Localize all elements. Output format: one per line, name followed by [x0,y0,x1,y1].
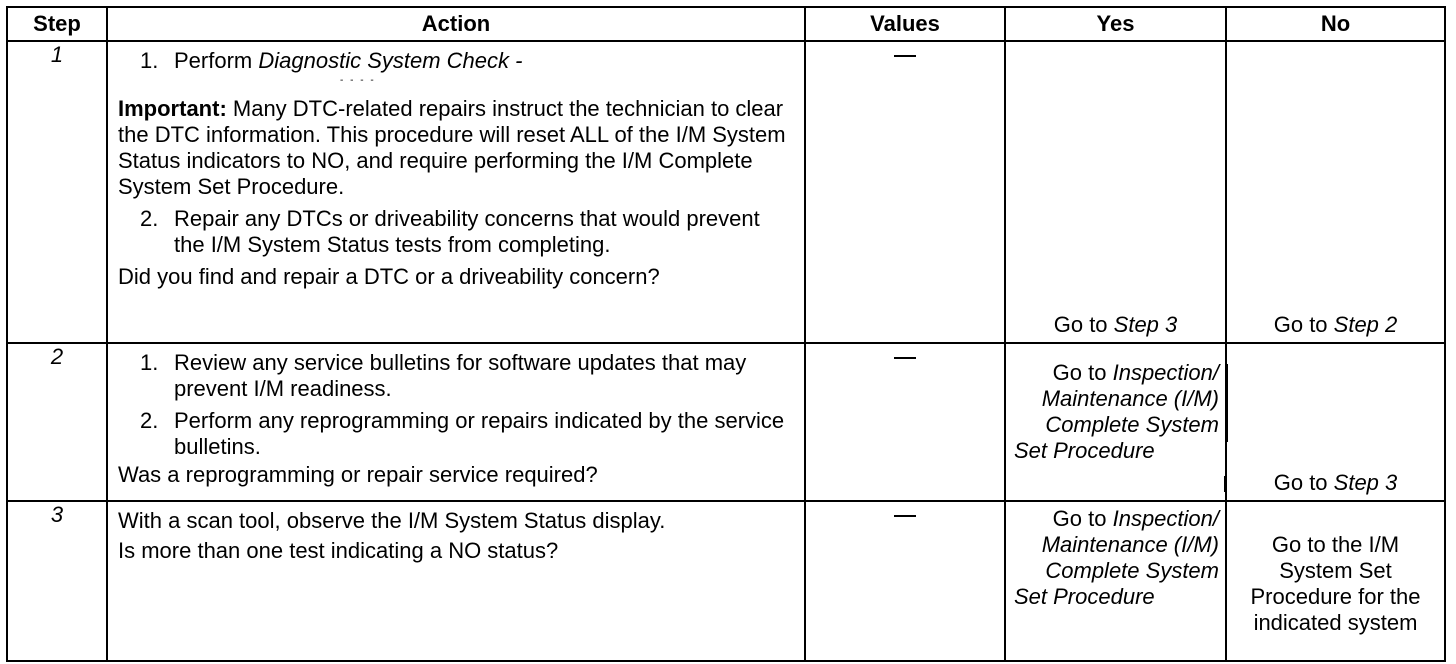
em-dash [894,55,916,57]
yes-link[interactable]: Go to Inspection/ Maintenance (I/M) Complete System Set Procedure [1014,506,1219,609]
step-number: 2 [7,343,107,501]
header-yes: Yes [1005,7,1226,41]
values-cell [805,501,1005,661]
action-cell [107,41,805,343]
action-item: 1. Perform Diagnostic System Check - [140,48,523,73]
action-item: 1. Review any service bulletins for software updates that may prevent I/M readiness. [140,350,747,401]
no-link[interactable]: Go to Step 3 [1273,470,1398,495]
table-row [7,501,1445,661]
values-cell [805,343,1005,501]
separator-mark [1224,476,1226,492]
yes-cell [1005,343,1226,501]
em-dash [894,515,916,517]
header-no: No [1226,7,1445,41]
action-cell [107,501,805,661]
faded-reference-marks: - - - - [340,75,376,86]
header-row [7,7,1445,41]
action-item: 2. Perform any reprogramming or repairs indicated by the service bulletins. [140,408,785,459]
no-link[interactable]: Go to Step 2 [1273,312,1398,337]
values-cell [805,41,1005,343]
step-number: 3 [7,501,107,661]
action-question: Did you find and repair a DTC or a driveability concern? [118,264,660,289]
no-cell [1226,501,1445,661]
action-item: 2. Repair any DTCs or driveability concerns that would prevent the I/M System Status tests from completing. [140,206,760,257]
no-cell [1226,343,1445,501]
no-link[interactable]: Go to the I/M System Set Procedure for the indicated system [1250,532,1421,635]
em-dash [894,357,916,359]
step-number: 1 [7,41,107,343]
action-question: Was a reprogramming or repair service required? [118,462,598,487]
action-question: Is more than one test indicating a NO status? [118,538,559,563]
yes-cell [1005,41,1226,343]
header-action: Action [107,7,805,41]
no-cell [1226,41,1445,343]
table-row [7,343,1445,501]
yes-link[interactable]: Go to Inspection/ Maintenance (I/M) Complete System Set Procedure [1014,360,1219,463]
header-step: Step [7,7,107,41]
action-cell [107,343,805,501]
action-text: With a scan tool, observe the I/M System Status display. [118,508,666,533]
yes-cell [1005,501,1226,661]
important-note: Important: Many DTC-related repairs instruct the technician to clear the DTC information. This procedure will reset ALL of the I/M System Status indicators to NO, and require performing the I/M Complete System Set Procedure. [118,96,786,199]
table-row [7,41,1445,343]
yes-link[interactable]: Go to Step 3 [1053,312,1178,337]
header-values: Values [805,7,1005,41]
diagnostic-steps-table [6,6,1446,662]
